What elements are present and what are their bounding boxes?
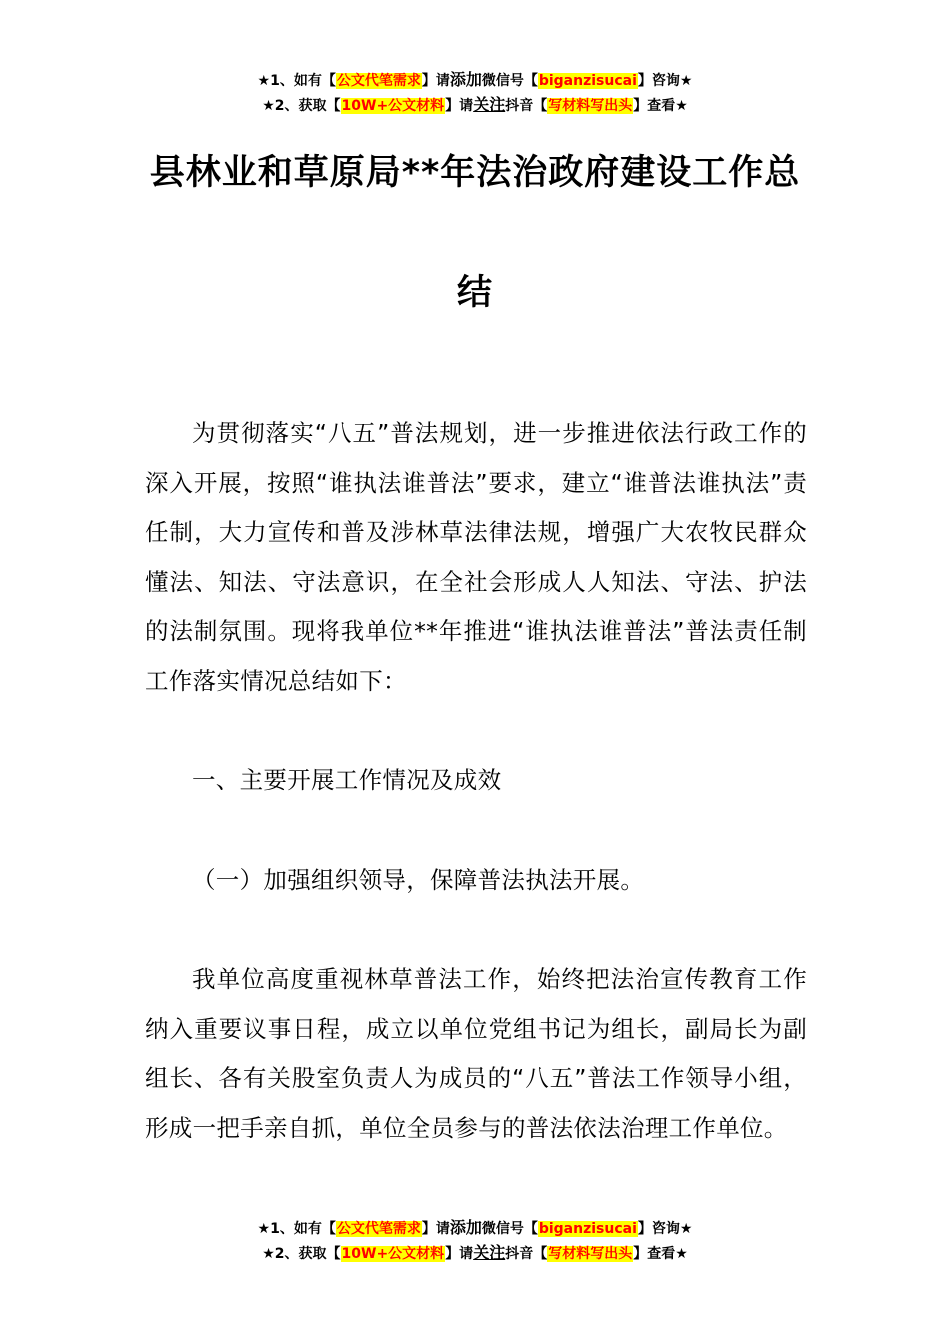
promo-text: 】查看★	[633, 1246, 688, 1262]
promo-highlight: 写材料写出头	[548, 1246, 633, 1262]
promo-text: 抖音【	[505, 1246, 548, 1262]
promo-line-1	[0, 1216, 950, 1241]
promo-text: 】请	[445, 1246, 474, 1262]
promo-highlight: 10W+公文材料	[341, 1246, 445, 1262]
body-paragraph: 我单位高度重视林草普法工作，始终把法治宣传教育工作纳入重要议事日程，成立以单位党组书记为组长，副局长为副组长、各有关股室负责人为成员的“八五”普法工作领导小组，形成一把手亲自抓，单位全员参与的普法依法治理工作单位。	[145, 965, 807, 1142]
promo-banner-top	[0, 68, 950, 118]
promo-highlight: 10W+公文材料	[341, 98, 445, 114]
promo-text: ★2、获取【	[262, 1246, 341, 1262]
promo-line-1	[0, 68, 950, 93]
promo-text: 抖音【	[505, 98, 548, 114]
promo-emphasis: 添加	[449, 70, 482, 89]
promo-emphasis: 关注	[473, 95, 506, 114]
promo-banner-bottom	[0, 1216, 950, 1266]
promo-text: 】请	[421, 73, 450, 89]
intro-paragraph: 为贯彻落实“八五”普法规划，进一步推进依法行政工作的深入开展，按照“谁执法谁普法”要求，建立“谁普法谁执法”责任制，大力宣传和普及涉林草法律法规，增强广大农牧民群众懂法、知法、守法意识，在全社会形成人人知法、守法、护法的法制氛围。现将我单位**年推进“谁执法谁普法”普法责任制工作落实情况总结如下：	[145, 419, 807, 695]
document-title-line-2: 结	[456, 273, 493, 313]
promo-text: ★1、如有【	[257, 73, 336, 89]
promo-emphasis: 添加	[449, 1218, 482, 1237]
promo-highlight: 公文代笔需求	[336, 73, 421, 89]
promo-text: 】查看★	[633, 98, 688, 114]
promo-text: 】请	[445, 98, 474, 114]
promo-line-2	[0, 93, 950, 118]
document-title-line-1: 县林业和草原局**年法治政府建设工作总	[149, 153, 801, 193]
promo-text: 】咨询★	[637, 1221, 693, 1237]
promo-highlight: 公文代笔需求	[336, 1221, 421, 1237]
subsection-heading: （一）加强组织领导，保障普法执法开展。	[192, 866, 645, 894]
promo-line-2	[0, 1241, 950, 1266]
promo-text: 微信号【	[481, 73, 538, 89]
promo-text: 】咨询★	[637, 73, 693, 89]
promo-highlight: biganzisucai	[538, 1221, 637, 1237]
promo-text: 微信号【	[481, 1221, 538, 1237]
promo-text: ★2、获取【	[262, 98, 341, 114]
promo-highlight: biganzisucai	[538, 73, 637, 89]
promo-emphasis: 关注	[473, 1243, 506, 1262]
promo-text: 】请	[421, 1221, 450, 1237]
section-heading: 一、主要开展工作情况及成效	[192, 766, 502, 794]
promo-highlight: 写材料写出头	[548, 98, 633, 114]
promo-text: ★1、如有【	[257, 1221, 336, 1237]
